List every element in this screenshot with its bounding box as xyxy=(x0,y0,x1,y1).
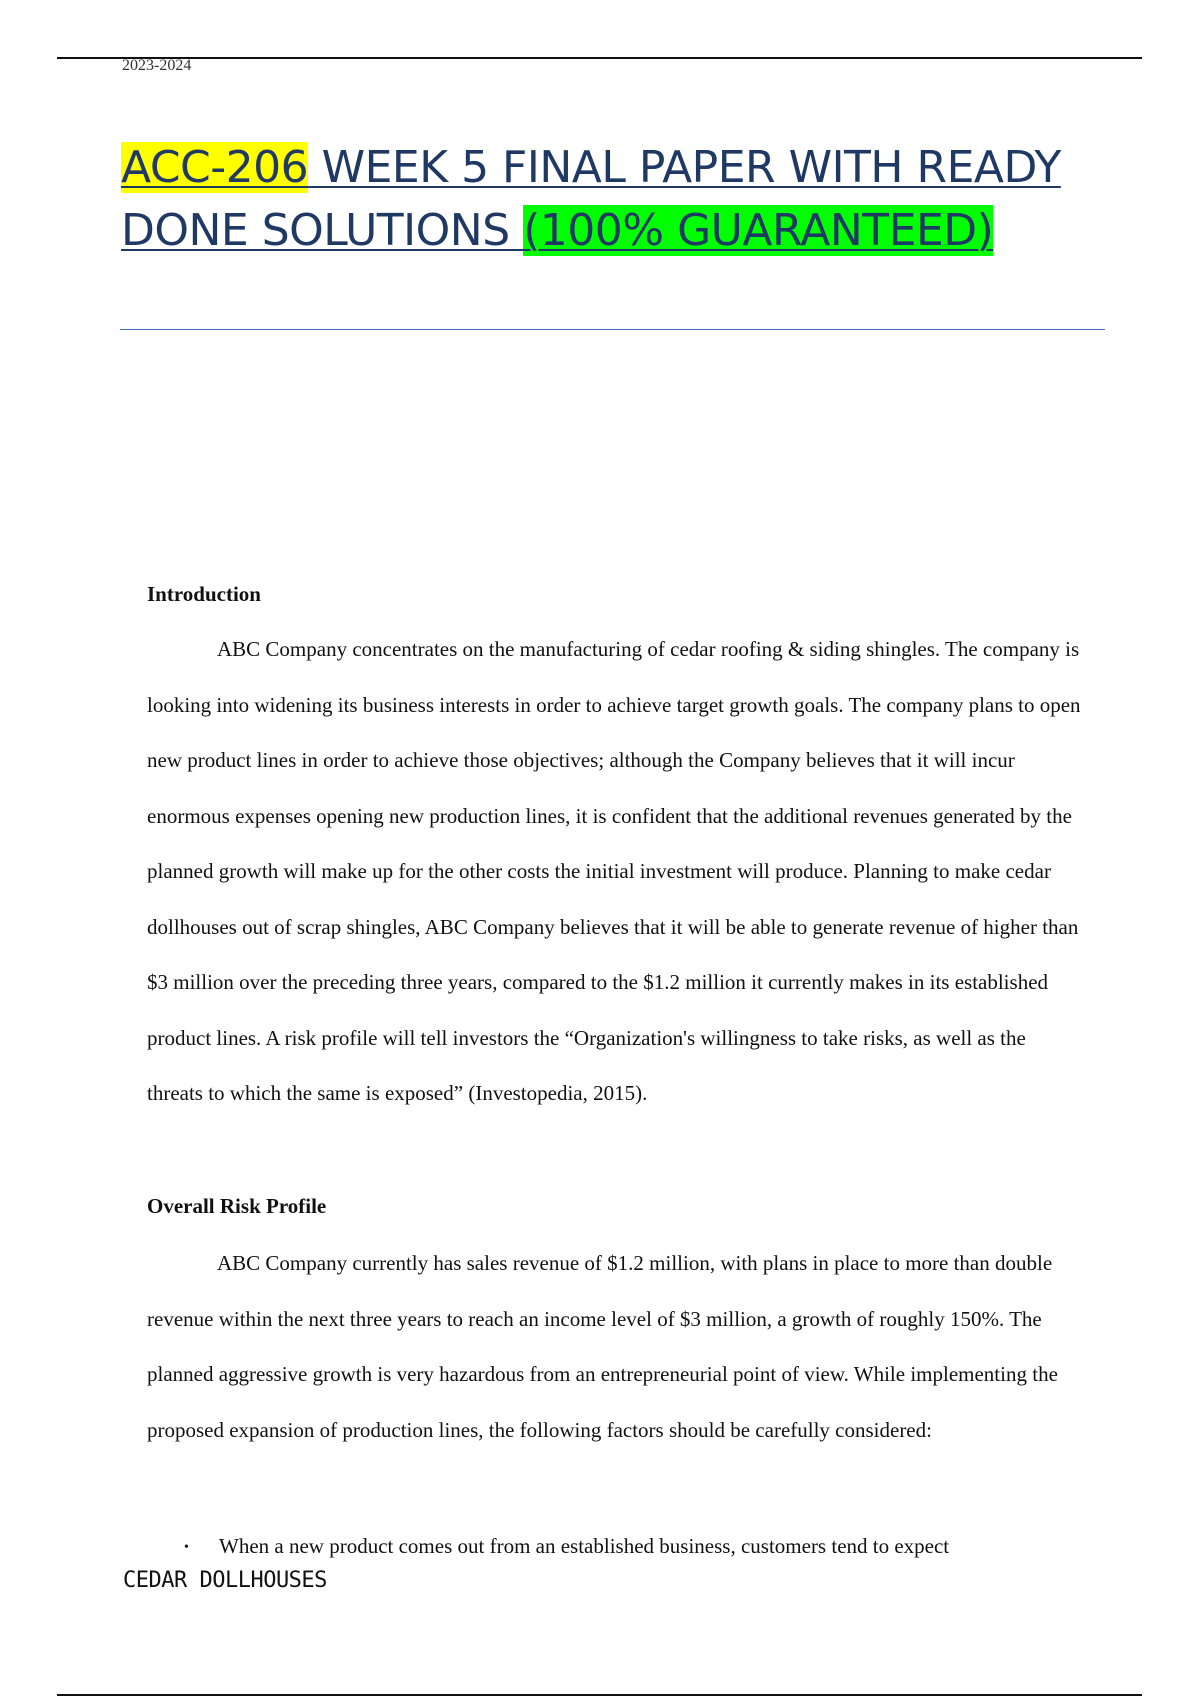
top-rule xyxy=(57,57,1142,59)
section-heading-overall-risk-profile: Overall Risk Profile xyxy=(147,1194,327,1218)
document-title xyxy=(121,136,1111,262)
running-head: CEDAR DOLLHOUSES xyxy=(123,1568,327,1593)
list-item xyxy=(184,1532,1084,1562)
title-main: WEEK 5 FINAL PAPER WITH READY DONE SOLUTIONS xyxy=(121,142,1061,256)
bullet-icon: • xyxy=(184,1540,189,1556)
title-divider xyxy=(120,329,1105,330)
list-item-text: When a new product comes out from an established business, customers tend to expect xyxy=(219,1534,950,1558)
introduction-text: ABC Company concentrates on the manufacturing of cedar roofing & siding shingles. The company is looking into widening its business interests in order to achieve target growth goals. The company plans to open new product lines in order to achieve those objectives; although the Company believes that it will incur enormous expenses opening new production lines, it is confident that the additional revenues generated by the planned growth will make up for the other costs the initial investment will produce. Planning to make cedar dollhouses out of scrap shingles, ABC Company believes that it will be able to generate revenue of higher than $3 million over the preceding three years, compared to the $1.2 million it currently makes in its established product lines. A risk profile will tell investors the “Organization's willingness to take risks, as well as the threats to which the same is exposed” (Investopedia, 2015). xyxy=(147,637,1081,1105)
risk-profile-text: ABC Company currently has sales revenue of $1.2 million, with plans in place to more than double revenue within the next three years to reach an income level of $3 million, a growth of roughly 150%. The planned aggressive growth is very hazardous from an entrepreneurial point of view. While implementing the proposed expansion of production lines, the following factors should be carefully considered: xyxy=(147,1251,1058,1442)
title-course-code: ACC-206 xyxy=(121,142,309,193)
section-heading-introduction: Introduction xyxy=(147,582,261,606)
introduction-paragraph xyxy=(147,622,1087,1122)
header-year: 2023-2024 xyxy=(122,57,192,74)
risk-profile-paragraph xyxy=(147,1236,1087,1458)
title-guarantee: (100% GUARANTEED) xyxy=(523,205,994,256)
bottom-rule xyxy=(57,1694,1142,1696)
